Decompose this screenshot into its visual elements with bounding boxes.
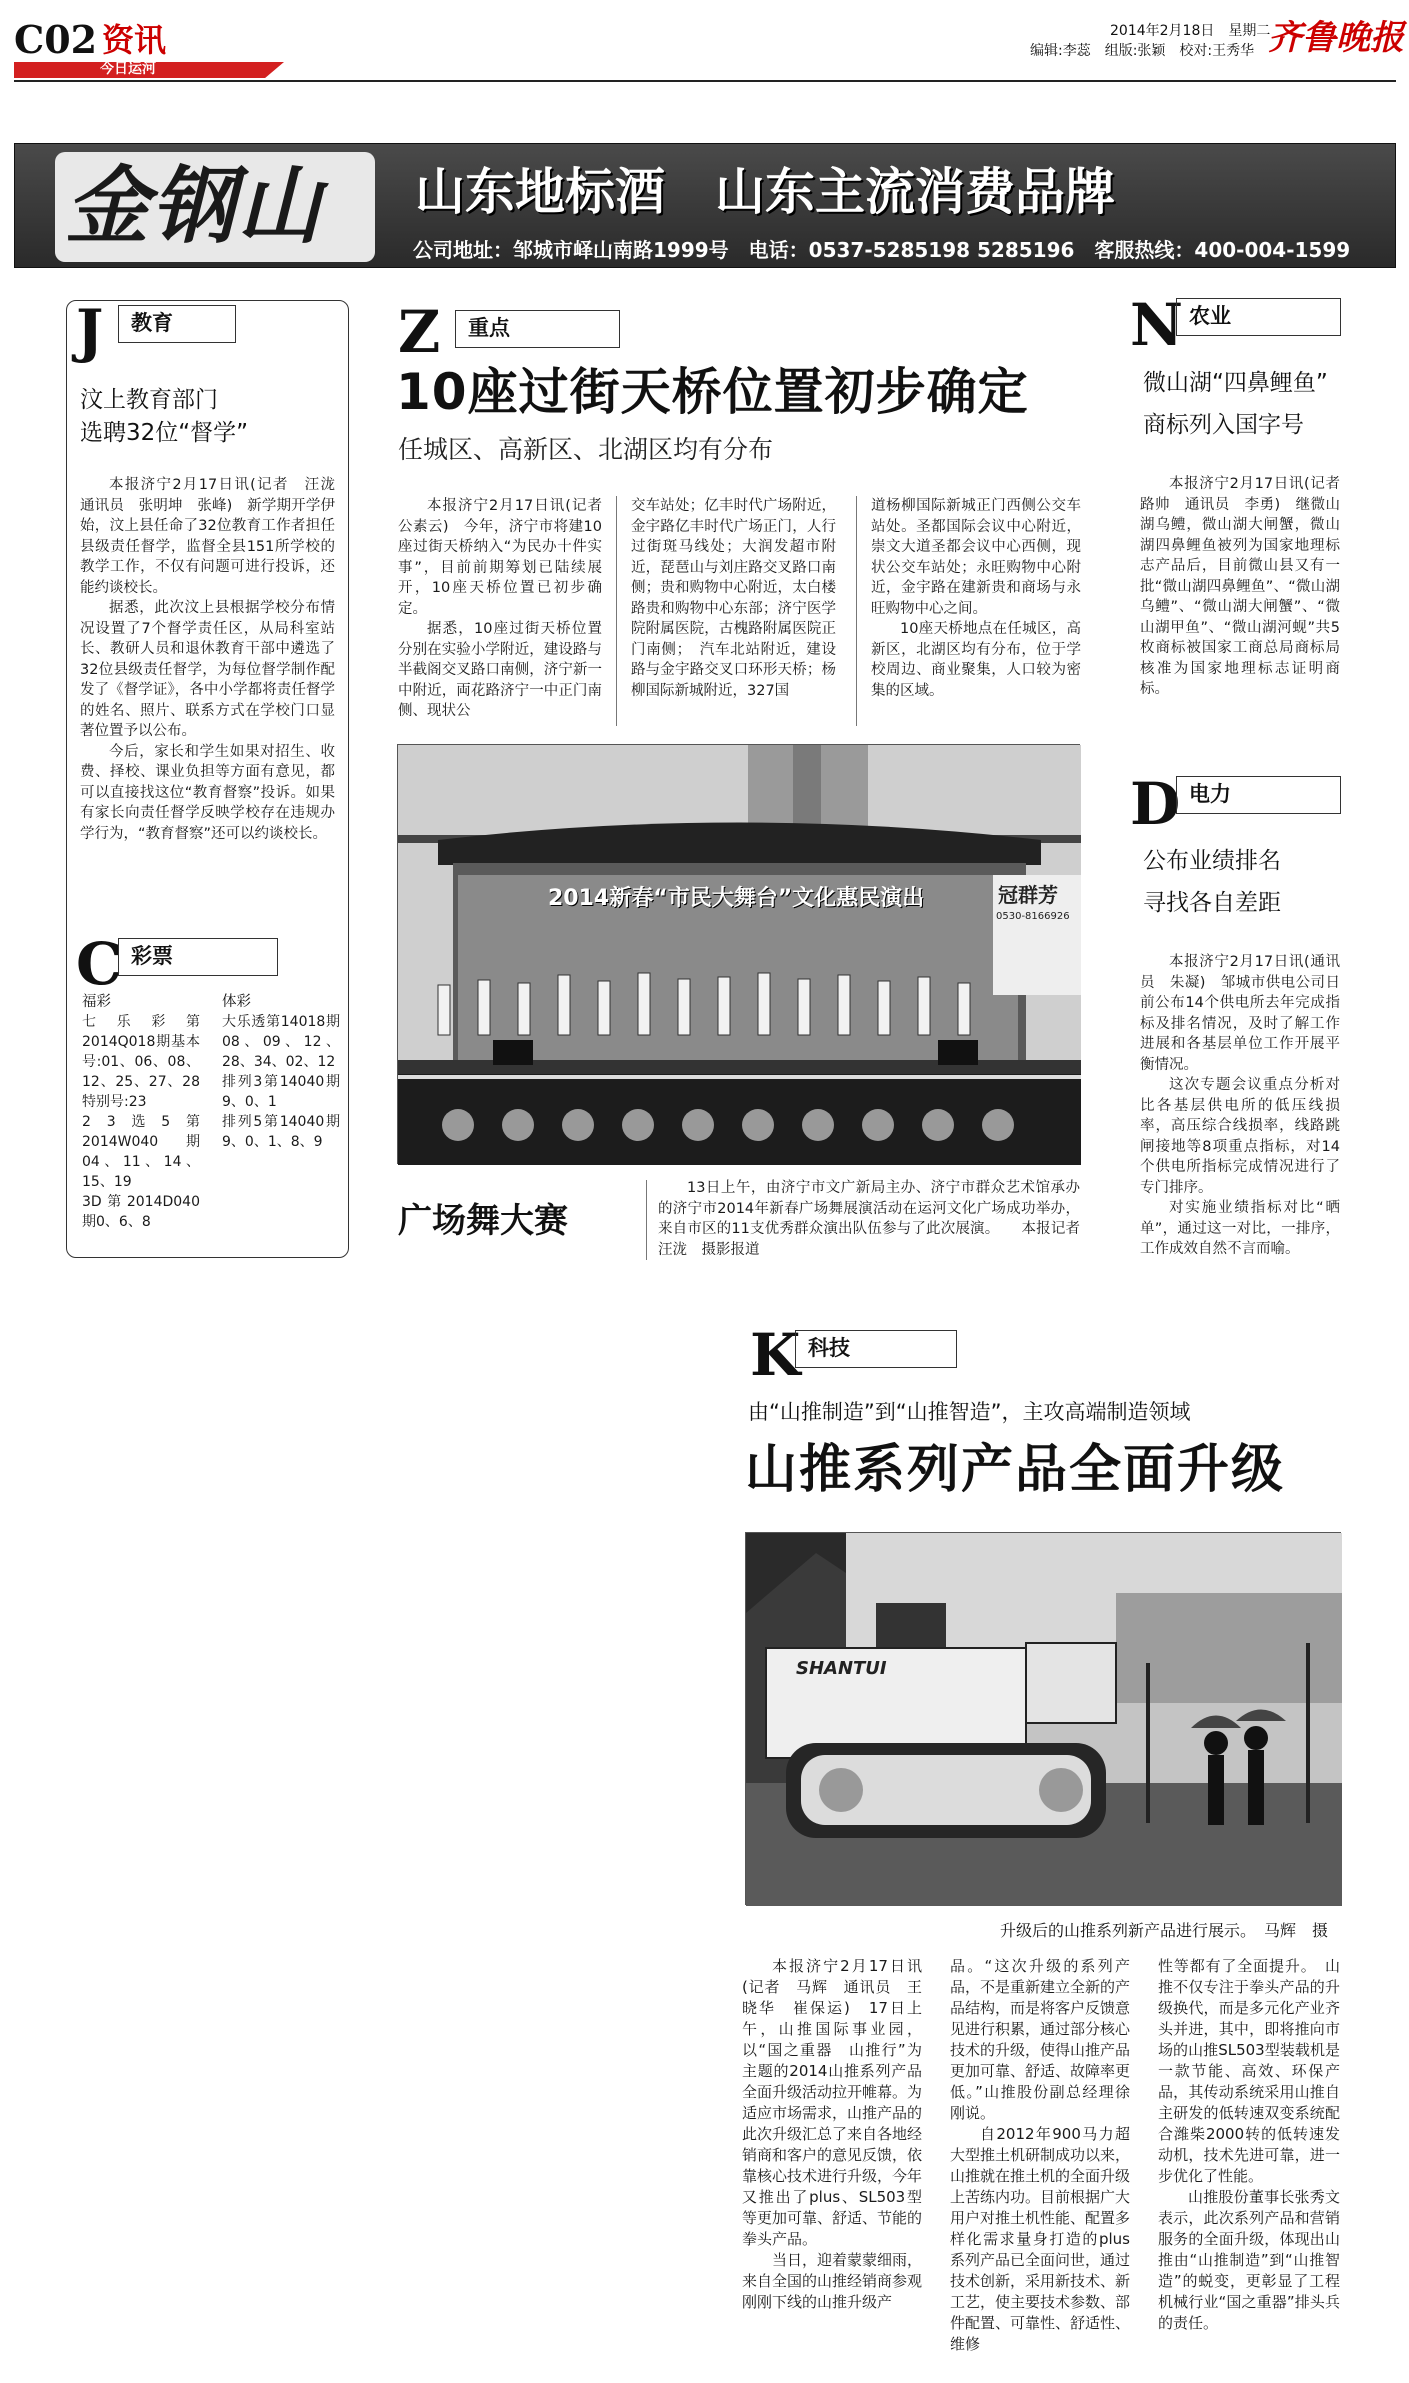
column-divider [616,496,617,726]
lottery-right-line: 大乐透第14018期08、09、12、28、34、02、12 [222,1014,340,1070]
column-divider [856,496,857,726]
ad-brand: 金钢山 [65,156,324,255]
agriculture-letter: N [1130,291,1184,359]
page-header [0,0,1409,80]
tech-paragraph: 性等都有了全面提升。 山推不仅专注于拳头产品的升级换代，而是多元化产业齐头并进，其中，即将推向市场的山推SL503型装载机是一款节能、高效、环保产品，其传动系统采用山推自主研发的低转速双变系统配合潍柴2000转的低转速发动机，技术先进可靠，进一步优化了性能。 [1158,1957,1340,2185]
lottery-left-line: 3D第2014D040期0、6、8 [82,1194,200,1230]
key-letter: Z [398,298,441,366]
key-label: 重点 [455,310,620,348]
key-paragraph: 交车站处；亿丰时代广场附近，金宇路亿丰时代广场正门，人行过街斑马线处；大润发超市附近，琵琶山与刘庄路交叉路口南侧；贵和购物中心附近，太白楼路贵和购物中心东部；济宁医学院附属医院，古槐路附属医院正门南侧； 汽车北站附近，建设路与金宇路交叉口环形天桥；杨柳国际新城附近，327国 [631,498,836,699]
caption-divider [646,1180,647,1260]
power-paragraph: 这次专题会议重点分析对比各基层供电所的低压线损率，高压综合线损率，线路跳闸接地等8项重点指标，对14个供电所指标完成情况进行了专门排序。 [1140,1077,1340,1196]
key-paragraph: 道杨柳国际新城正门西侧公交车站处。圣都国际会议中心附近，崇文大道圣都会议中心西侧，现状公交车站处；永旺购物中心附近，金宇路在建新贵和商场与永旺购物中心之间。 [871,498,1081,617]
page-number: C02 [14,17,98,62]
key-body-col1 [398,496,617,728]
tech-body-col2 [950,1956,1130,2371]
lottery-left-heading: 福彩 [82,994,111,1010]
tech-letter: K [750,1321,801,1389]
square-dance-title: 广场舞大赛 [398,1201,568,1241]
agriculture-body [1140,474,1355,724]
education-label: 教育 [118,305,236,343]
square-dance-caption-text: 13日上午，由济宁市文广新局主办、济宁市群众艺术馆承办的济宁市2014年新春广场舞展演活动在运河文化广场成功举办，来自市区的11支优秀群众演出队伍参与了此次展演。 本报记者 汪泷 摄影报道 [658,1180,1095,1258]
agriculture-headline-2: 商标列入国字号 [1143,412,1304,438]
square-dance-photo [397,744,1080,1164]
tech-body-col1 [742,1956,922,2371]
bulldozer-photo-art [746,1533,1342,1906]
agriculture-headline-1: 微山湖“四鼻鲤鱼” [1143,370,1328,396]
education-headline-1: 汶上教育部门 [80,387,218,413]
lottery-right-line: 排列5第14040期9、0、1、8、9 [222,1114,340,1150]
lottery-label: 彩票 [118,938,278,976]
tech-paragraph: 品。“这次升级的系列产品，不是重新建立全新的产品结构，而是将客户反馈意见进行积累，通过部分核心技术的升级，使得山推产品更加可靠、舒适、故障率更低。”山推股份副总经理徐刚说。 [950,1957,1131,2122]
power-headline-2: 寻找各自差距 [1143,890,1281,916]
education-paragraph: 本报济宁2月17日讯(记者 汪泷 通讯员 张明坤 张峰) 新学期开学伊始，汶上县任命了32位教育工作者担任县级责任督学，监督全县151所学校的教学工作，不仅有问题可进行投诉，还能约谈校长。 [80,477,350,596]
tech-label: 科技 [795,1330,957,1368]
lottery-left-line: 七 乐 彩 第2014Q018期基本号:01、06、08、12、25、27、28特别号:23 [82,1014,200,1110]
key-body-col3 [871,496,1081,728]
square-dance-photo-art [398,745,1081,1165]
key-subhead: 任城区、高新区、北湖区均有分布 [398,435,774,464]
lottery-right-results [222,1012,340,1252]
lottery-right-line: 排列3第14040期9、0、1 [222,1074,340,1110]
lottery-left-line: 2 3 选 5 第2014W040期04、11、14、15、19 [82,1114,200,1190]
sub-section-name: 今日运河 [100,61,156,77]
power-label: 电力 [1176,776,1341,814]
ad-slogan: 山东地标酒 山东主流消费品牌 [415,163,1115,221]
section-name: 资讯 [102,21,167,59]
tech-paragraph: 山推股份董事长张秀文表示，此次系列产品和营销服务的全面升级，体现出山推由“山推制造”到“山推智造”的蜕变，更彰显了工程机械行业“国之重器”排头兵的责任。 [1158,2188,1340,2332]
education-headline-2: 选聘32位“督学” [80,420,249,446]
tech-headline: 山推系列产品全面升级 [745,1440,1286,1500]
bulldozer-brand-text: SHANTUI [796,1658,887,1679]
tech-kicker: 由“山推制造”到“山推智造”，主攻高端制造领域 [748,1400,1191,1424]
tech-paragraph: 本报济宁2月17日讯(记者 马辉 通讯员 王晓华 崔保运) 17日上午，山推国际事业园，以“国之重器 山推行”为主题的2014山推系列产品全面升级活动拉开帷幕。为适应市场需求，山推产品的此次升级汇总了来自各地经销商和客户的意见反馈，依靠核心技术进行升级，今年又推出了plus、SL503型等更加可靠、舒适、节能的拳头产品。 [742,1957,923,2248]
stage-banner-text: 2014新春“市民大舞台”文化惠民演出 [548,886,925,911]
key-body-col2 [631,496,836,728]
header-rule [14,80,1396,82]
bulldozer-caption: 升级后的山推系列新产品进行展示。 马辉 摄 [1000,1921,1329,1940]
editors-line: 编辑:李蕊 组版:张颖 校对:王秀华 [1030,43,1255,59]
power-body [1140,952,1340,1262]
ad-contact: 公司地址：邹城市峄山南路1999号 电话：0537-5285198 5285196 客服热线：400-004-1599 [413,238,1351,262]
power-paragraph: 本报济宁2月17日讯(通讯员 朱凝) 邹城市供电公司日前公布14个供电所去年完成指标及排名情况，及时了解工作进展和各基层单位工作开展平衡情况。 [1140,954,1340,1073]
date-line: 2014年2月18日 星期二 [1110,23,1271,39]
tech-paragraph: 当日，迎着蒙蒙细雨，来自全国的山推经销商参观刚刚下线的山推升级产 [742,2251,923,2311]
education-letter: J [76,297,104,365]
paper-name: 齐鲁晚报 [1268,18,1404,58]
power-paragraph: 对实施业绩指标对比“晒单”，通过这一对比，一排序，工作成效自然不言而喻。 [1140,1200,1340,1257]
power-headline-1: 公布业绩排名 [1143,848,1281,874]
square-dance-caption [658,1178,1095,1268]
education-paragraph: 据悉，此次汶上县根据学校分布情况设置了7个督学责任区，从局科室站长、教研人员和退休教育干部中遴选了32位县级责任督学，为每位督学制作配发了《督学证》，各中小学都将责任督学的姓名、照片、联系方式在学校门口显著位置予以公布。 [80,600,335,739]
tech-body-col3 [1158,1956,1340,2371]
lottery-right-heading: 体彩 [222,994,251,1010]
power-letter: D [1130,770,1181,838]
key-paragraph: 10座天桥地点在任城区，高新区，北湖区均有分布，位于学校周边、商业聚集，人口较为密集的区域。 [871,621,1081,699]
education-body [80,475,350,925]
key-headline: 10座过街天桥位置初步确定 [396,363,1029,421]
lottery-letter: C [76,930,123,998]
education-paragraph: 今后，家长和学生如果对招生、收费、择校、课业负担等方面有意见，都可以直接找这位“教育督察”投诉。如果有家长向责任督学反映学校存在违规办学行为，“教育督察”还可以约谈校长。 [80,743,335,842]
agriculture-paragraph: 本报济宁2月17日讯(记者 路帅 通讯员 李勇) 继微山湖乌鳢，微山湖大闸蟹，微山湖四鼻鲤鱼被列为国家地理标志产品后，目前微山县又有一批“微山湖四鼻鲤鱼”、“微山湖乌鳢”、“微山湖大闸蟹”、“微山湖甲鱼”、“微山湖河蚬”共5枚商标被国家工商总局商标局核准为国家地理标志证明商标。 [1140,476,1355,697]
sign-text: 冠群芳 [998,883,1058,907]
lottery-left-results [82,1012,200,1252]
key-paragraph: 本报济宁2月17日讯(记者 公素云) 今年，济宁市将建10座过街天桥纳入“为民办十件实事”，目前前期筹划已陆续展开，10座天桥位置已初步确定。 [398,498,617,617]
tech-paragraph: 自2012年900马力超大型推土机研制成功以来，山推就在推土机的全面升级上苦练内功。目前根据广大用户对推土机性能、配置多样化需求量身打造的plus系列产品已全面问世，通过技术创新，采用新技术、新工艺，使主要技术参数、部件配置、可靠性、舒适性、维修 [950,2125,1131,2353]
key-paragraph: 据悉，10座过街天桥位置分别在实验小学附近，建设路与半截阁交叉路口南侧，济宁新一中附近，両花路济宁一中正门南侧、现状公 [398,621,602,719]
sign-phone: 0530-8166926 [996,911,1070,922]
bulldozer-photo [745,1532,1341,1905]
agriculture-label: 农业 [1176,298,1341,336]
ad-banner [14,143,1396,268]
